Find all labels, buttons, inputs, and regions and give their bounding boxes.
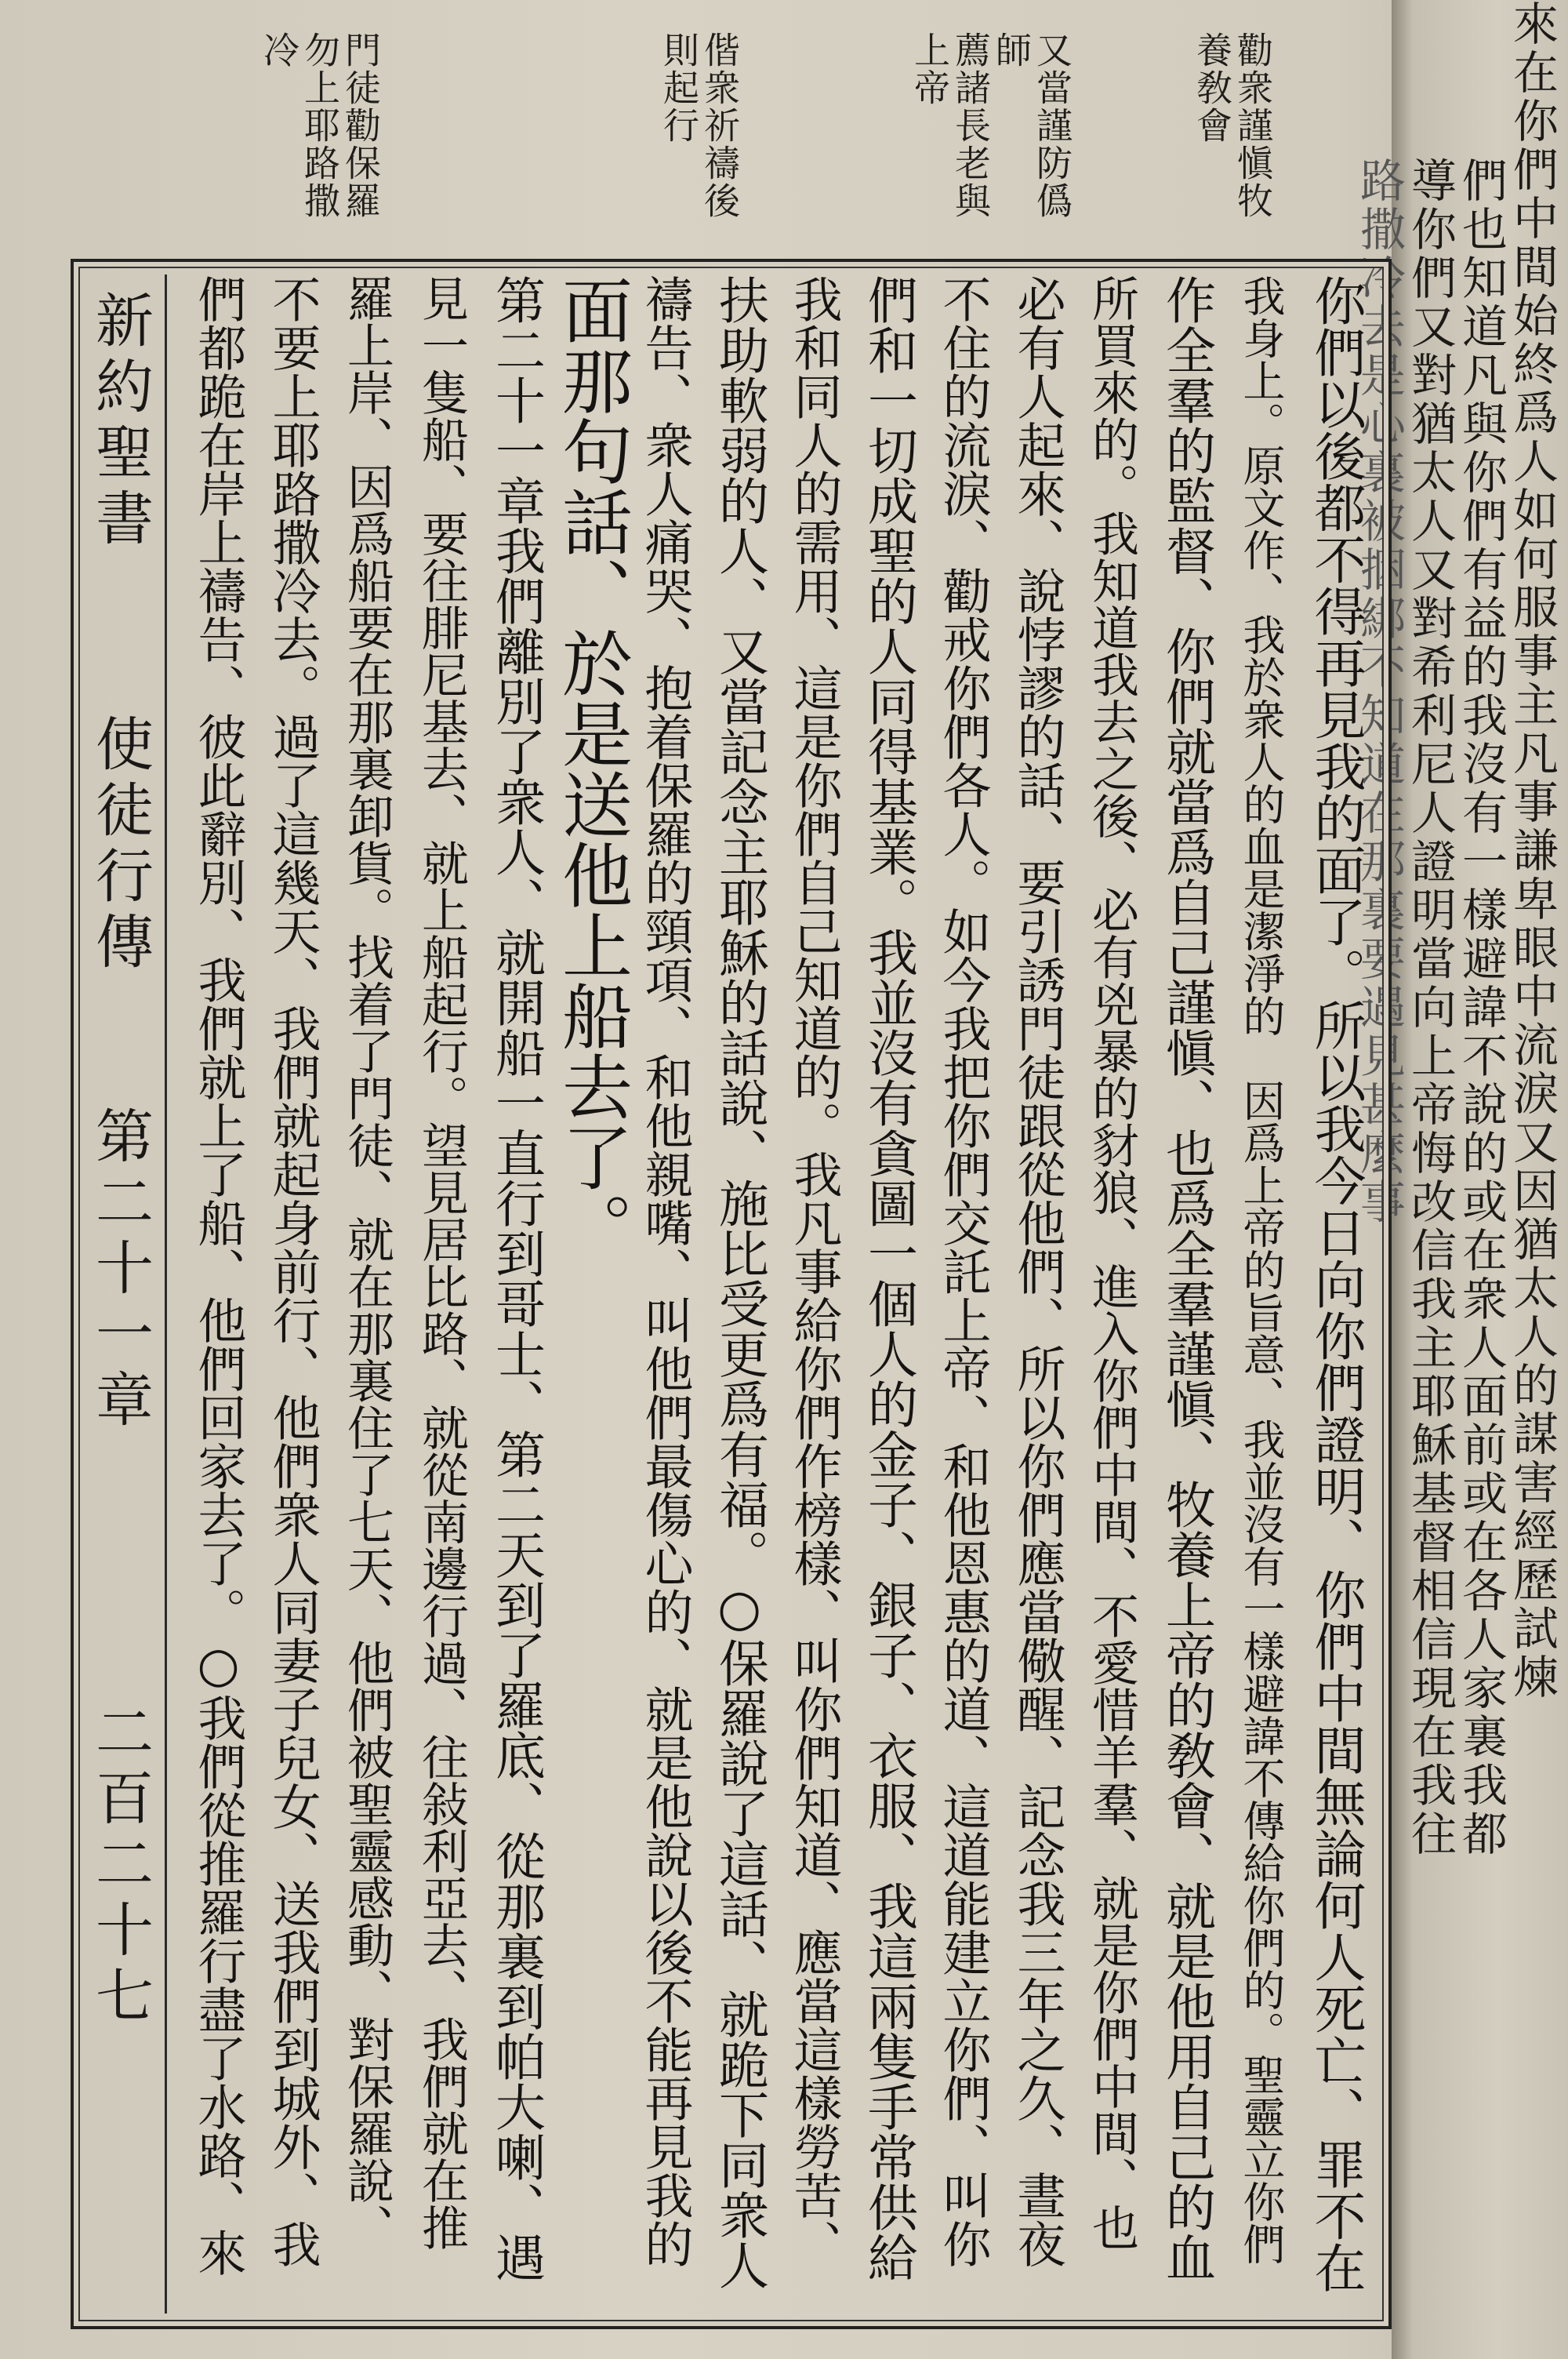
adjacent-page-column: 導你們又對猶太人又對希利尼人證明當向上帝悔改信我主耶穌基督相信現在我往 <box>1403 157 1457 1859</box>
adjacent-page <box>1352 0 1568 2359</box>
bleed-through-text <box>439 31 477 125</box>
adjacent-page-column: 來在你們中間始終爲人如何服事主凡事謙卑眼中流淚又因猶太人的謀害經歷試煉 <box>1505 0 1559 1702</box>
page-number: 二百二十七 <box>86 1702 154 2031</box>
side-note: 門徒勸保羅 勿上耶路撒 冷 <box>258 31 382 220</box>
running-head <box>78 274 167 2314</box>
running-head-chapter: 第二十一章 <box>86 1106 154 1435</box>
running-head-title: 新約聖書 <box>86 290 154 554</box>
text-column: 第二十一章我們離別了衆人、就開船一直行到哥士、第二天到了羅底、從那裏到帕大喇、遇 <box>487 274 545 2282</box>
text-column: 禱告、衆人痛哭、抱着保羅的頸項、和他親嘴、叫他們最傷心的、就是他說以後不能再見我的 <box>637 274 694 2268</box>
text-column: 扶助軟弱的人、又當記念主耶穌的話說、施比受更爲有福。○保羅說了這話、就跪下同衆人 <box>710 274 768 2290</box>
text-column: 所買來的。我知道我去之後、必有兇暴的豺狼、進入你們中間、不愛惜羊羣、就是你們中間、也 <box>1084 274 1139 2251</box>
text-column: 們都跪在岸上禱告、彼此辭別、我們就上了船、他們回家去了。○我們從推羅行盡了水路、來 <box>190 274 247 2277</box>
text-column: 羅上岸、因爲船要在那裏卸貨。找着了門徒、就在那裏住了七天、他們被聖靈感動、對保羅說、 <box>339 274 394 2251</box>
running-head-book: 使徒行傳 <box>86 714 154 977</box>
adjacent-page-column: 路撒冷去是心裏被捆綁不知道在那裏要遇見甚麼事 <box>1352 157 1406 1227</box>
text-column: 我身上。原文作、我於衆人的血是潔淨的 因爲上帝的旨意、我並沒有一樣避諱不傳給你們的。聖靈立你們 <box>1236 274 1286 2265</box>
side-note: 勸衆謹愼牧 養敎會 <box>1191 31 1274 220</box>
text-column: 面那句話、於是送他上船去了。 <box>550 274 632 1263</box>
text-column: 必有人起來、說悖謬的話、要引誘門徒跟從他們、所以你們應當儆醒、記念我三年之久、晝夜 <box>1009 274 1066 2268</box>
side-note: 偕衆祈禱後 則起行 <box>658 31 741 220</box>
text-column: 我和同人的需用、這是你們自己知道的。我凡事給你們作榜樣、叫你們知道、應當這樣勞苦、 <box>786 274 843 2268</box>
text-column: 不住的流淚、勸戒你們各人。如今我把你們交託上帝、和他恩惠的道、這道能建立你們、叫你 <box>935 274 992 2268</box>
text-column: 見一隻船、要往腓尼基去、就上船起行。望見居比路、就從南邊行過、往敍利亞去、我們就在推 <box>414 274 469 2251</box>
text-column: 你們以後都不得再見我的面了。所以我今日向你們證明、你們中間無論何人死亡、罪不在 <box>1305 274 1366 2293</box>
side-note: 又當謹防僞 師 薦諸長老與 上帝 <box>909 31 1073 220</box>
text-column: 作全羣的監督、你們就當爲自己謹愼、也爲全羣謹愼、牧養上帝的敎會、就是他用自己的血 <box>1157 274 1215 2282</box>
text-column: 們和一切成聖的人同得基業。我並沒有貪圖一個人的金子、銀子、衣服、我這兩隻手常供給 <box>859 274 917 2282</box>
adjacent-page-column: 們也知道凡與你們有益的我沒有一樣避諱不說的或在衆人面前或在各人家裏我都 <box>1454 157 1508 1859</box>
text-column: 不要上耶路撒冷去。過了這幾天、我們就起身前行、他們衆人同妻子兒女、送我們到城外、我 <box>264 274 321 2268</box>
